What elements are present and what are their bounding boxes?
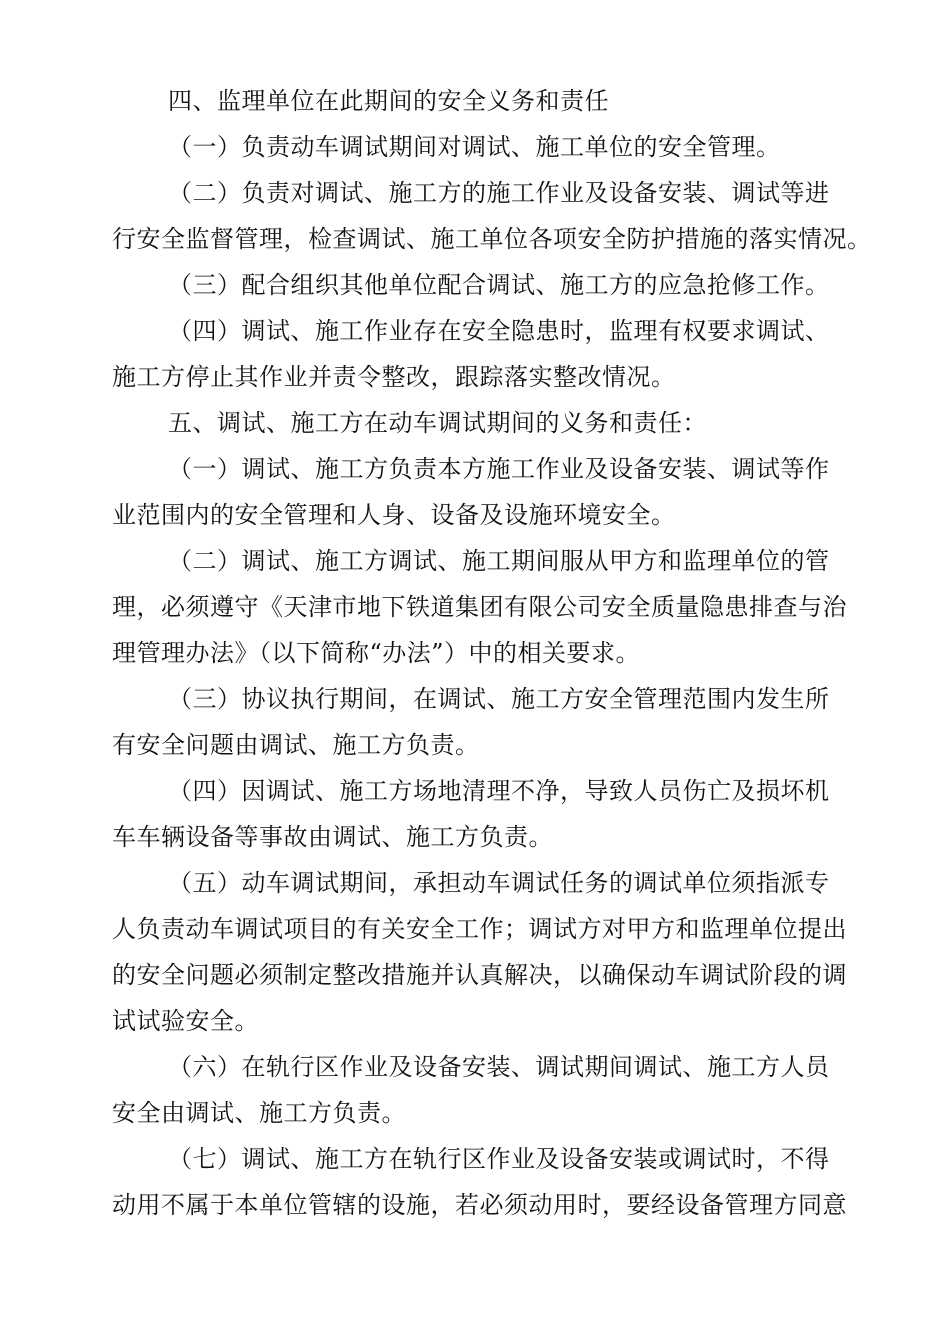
section-heading-4: 四、监理单位在此期间的安全义务和责任 — [168, 87, 609, 115]
paragraph-line: 理，必须遵守《天津市地下铁道集团有限公司安全质量隐患排查与治 — [112, 593, 847, 621]
paragraph-line: 动用不属于本单位管辖的设施，若必须动用时，要经设备管理方同意 — [112, 1191, 847, 1219]
paragraph-line: 车车辆设备等事故由调试、施工方负责。 — [112, 823, 553, 851]
paragraph-line: （一）负责动车调试期间对调试、施工单位的安全管理。 — [168, 133, 781, 161]
paragraph-line: （五）动车调试期间，承担动车调试任务的调试单位须指派专 — [168, 869, 830, 897]
paragraph-line: 人负责动车调试项目的有关安全工作；调试方对甲方和监理单位提出 — [112, 915, 847, 943]
paragraph-line: （六）在轨行区作业及设备安装、调试期间调试、施工方人员 — [168, 1053, 830, 1081]
paragraph-line: 行安全监督管理，检查调试、施工单位各项安全防护措施的落实情况。 — [112, 225, 872, 253]
paragraph-line: （一）调试、施工方负责本方施工作业及设备安装、调试等作 — [168, 455, 830, 483]
paragraph-line: （二）调试、施工方调试、施工期间服从甲方和监理单位的管 — [168, 547, 830, 575]
paragraph-line: 业范围内的安全管理和人身、设备及设施环境安全。 — [112, 501, 676, 529]
paragraph-line: 施工方停止其作业并责令整改，跟踪落实整改情况。 — [112, 363, 676, 391]
paragraph-line: （二）负责对调试、施工方的施工作业及设备安装、调试等进 — [168, 179, 830, 207]
paragraph-line: （三）协议执行期间，在调试、施工方安全管理范围内发生所 — [168, 685, 830, 713]
document-body — [112, 78, 872, 1228]
paragraph-line: （三）配合组织其他单位配合调试、施工方的应急抢修工作。 — [168, 271, 830, 299]
section-heading-5: 五、调试、施工方在动车调试期间的义务和责任： — [168, 409, 707, 437]
paragraph-line: 安全由调试、施工方负责。 — [112, 1099, 406, 1127]
paragraph-line: 的安全问题必须制定整改措施并认真解决，以确保动车调试阶段的调 — [112, 961, 847, 989]
paragraph-line: （四）调试、施工作业存在安全隐患时，监理有权要求调试、 — [168, 317, 830, 345]
paragraph-line: （四）因调试、施工方场地清理不净，导致人员伤亡及损坏机 — [168, 777, 830, 805]
paragraph-line: 有安全问题由调试、施工方负责。 — [112, 731, 480, 759]
paragraph-line: 试试验安全。 — [112, 1007, 259, 1035]
paragraph-line: 理管理办法》（以下简称“办法”）中的相关要求。 — [112, 639, 641, 667]
paragraph-line: （七）调试、施工方在轨行区作业及设备安装或调试时，不得 — [168, 1145, 830, 1173]
